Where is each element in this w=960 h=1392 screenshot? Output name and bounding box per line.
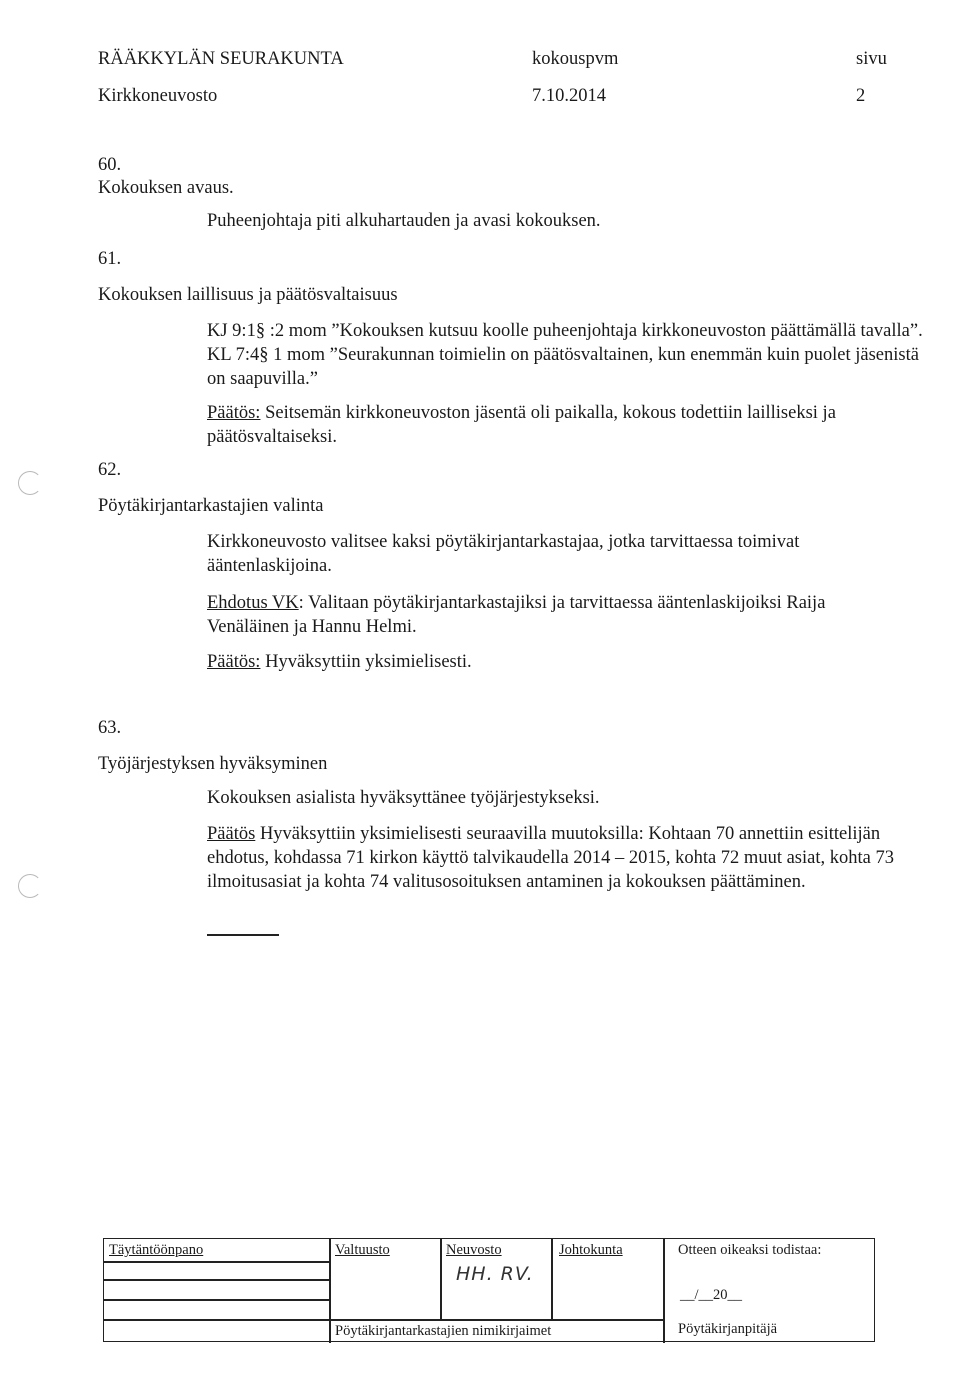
section-60-text: Puheenjohtaja piti alkuhartauden ja avasi kokouksen.	[207, 211, 601, 231]
decision-label: Päätös:	[207, 403, 261, 423]
section-60-number: 60.	[98, 155, 122, 175]
section-62-proposal	[207, 591, 907, 639]
section-63-number: 63.	[98, 718, 122, 738]
section-63-title: Työjärjestyksen hyväksyminen	[98, 754, 328, 774]
footer-certify-label: Otteen oikeaksi todistaa:	[678, 1242, 822, 1258]
punch-hole-lower	[18, 874, 42, 898]
footer-col-committee: Johtokunta	[559, 1242, 623, 1258]
inspector-initials: HH. RV.	[456, 1263, 534, 1285]
footer-table	[103, 1238, 875, 1342]
footer-signers-label: Pöytäkirjantarkastajien nimikirjaimet	[335, 1323, 552, 1339]
section-62-number: 62.	[98, 460, 122, 480]
section-61-text: KJ 9:1§ :2 mom ”Kokouksen kutsuu koolle puheenjohtaja kirkkoneuvoston päättämällä tavalla”. KL 7:4§ 1 mom ”Seurakunnan toimielin on päätösvaltainen, kun enemmän kuin puolet jäsenistä on saapuvilla.”	[207, 321, 923, 389]
section-60-title: Kokouksen avaus.	[98, 178, 234, 198]
proposal-text: : Valitaan pöytäkirjantarkastajiksi ja tarvittaessa ääntenlaskijoiksi Raija Venäläinen ja Hannu Helmi.	[207, 593, 826, 637]
certify-date-blank: __/__20__	[680, 1287, 743, 1303]
decision-text: Hyväksyttiin yksimielisesti seuraavilla muutoksilla: Kohtaan 70 annettiin esittelijän ehdotus, kohdassa 71 kirkon käyttö talvikaudella 2014 – 2015, kohta 72 muut asiat, kohta 73 ilmoitusasiat ja kohta 74 valitusosoituksen antaminen ja kokouksen päättäminen.	[207, 824, 894, 892]
decision-label: Päätös	[207, 824, 256, 844]
footer-keeper-label: Pöytäkirjanpitäjä	[678, 1321, 778, 1337]
footer-col-board: Neuvosto	[446, 1242, 502, 1258]
decision-text: Hyväksyttiin yksimielisesti.	[260, 652, 472, 672]
footer-col-council: Valtuusto	[335, 1242, 390, 1258]
footer-col-implementation: Täytäntöönpano	[109, 1242, 204, 1258]
section-62-text: Kirkkoneuvosto valitsee kaksi pöytäkirjantarkastajaa, jotka tarvittaessa toimivat ääntenlaskijoina.	[207, 532, 800, 576]
page-label: sivu	[856, 49, 887, 69]
section-61-number: 61.	[98, 249, 122, 269]
section-62-decision	[207, 650, 907, 674]
decision-text: Seitsemän kirkkoneuvoston jäsentä oli paikalla, kokous todettiin lailliseksi ja päätösvaltaiseksi.	[207, 403, 836, 447]
section-63-decision	[207, 822, 922, 894]
org-name: RÄÄKKYLÄN SEURAKUNTA	[98, 49, 344, 69]
section-61-title: Kokouksen laillisuus ja päätösvaltaisuus	[98, 285, 398, 305]
section-61-decision	[207, 401, 917, 449]
body-name: Kirkkoneuvosto	[98, 86, 218, 106]
decision-label: Päätös:	[207, 652, 261, 672]
meeting-date: 7.10.2014	[532, 86, 606, 106]
section-63-text: Kokouksen asialista hyväksyttänee työjärjestykseksi.	[207, 788, 600, 808]
punch-hole-upper	[18, 471, 42, 495]
page-number: 2	[856, 86, 866, 106]
proposal-label: Ehdotus VK	[207, 593, 299, 613]
date-label: kokouspvm	[532, 49, 619, 69]
section-62-title: Pöytäkirjantarkastajien valinta	[98, 496, 324, 516]
end-rule	[207, 934, 279, 936]
